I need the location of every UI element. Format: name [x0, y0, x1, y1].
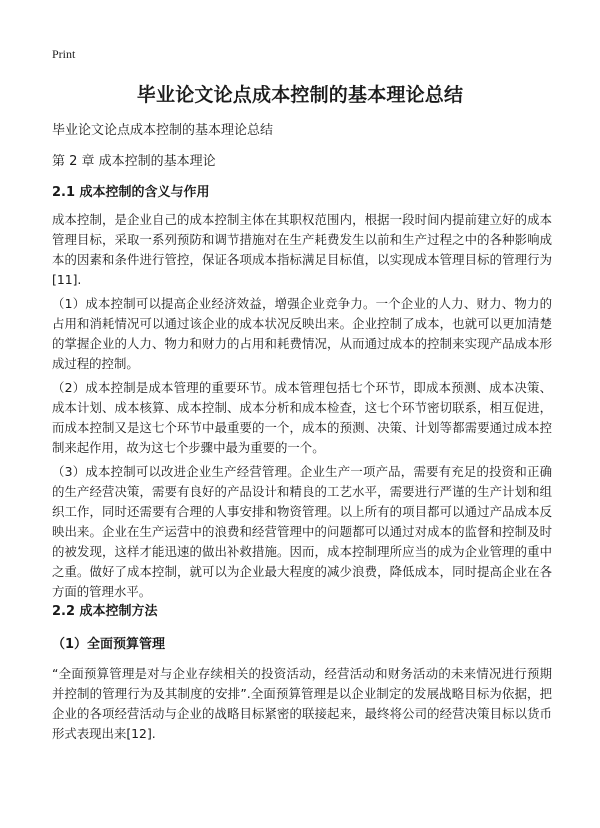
paragraph-intro: 成本控制，是企业自己的成本控制主体在其职权范围内，根据一段时间内提前建立好的成本管理目标，采取一系列预防和调节措施对在生产耗费发生以前和生产过程之中的各种影响成本的因素和条件进行管控，保证各项成本指标满足目标值，以实现成本管理目标的管理行为[11]. [52, 212, 552, 287]
paragraph-role-2: （2）成本控制是成本管理的重要环节。成本管理包括七个环节，即成本预测、成本决策、成本计划、成本核算、成本控制、成本分析和成本检查，这七个环节密切联系，相互促进，而成本控制又是这七个环节中最重要的一个，成本的预测、决策、计划等都需要通过成本控制来起作用，故为这七个步骤中最为重要的一个。 [52, 380, 552, 455]
section-heading-2-2: 2.2 成本控制方法 [52, 604, 158, 619]
document-subtitle: 毕业论文论点成本控制的基本理论总结 [52, 123, 274, 138]
paragraph-budget: “全面预算管理是对与企业存续相关的投资活动，经营活动和财务活动的未来情况进行预期并控制的管理行为及其制度的安排”.全面预算管理是以企业制定的发展战略目标为依据，把企业的各项经营活动与企业的战略目标紧密的联接起来，最终将公司的经营决策目标以货币形式表现出来[12]. [52, 666, 552, 741]
paragraph-role-3: （3）成本控制可以改进企业生产经营管理。企业生产一项产品，需要有充足的投资和正确的生产经营决策，需要有良好的产品设计和精良的工艺水平，需要进行严谨的生产计划和组织工作，同时还需要有合理的人事安排和物资管理。以上所有的项目都可以通过产品成本反映出来。企业在生产运营中的浪费和经营管理中的问题都可以通过对成本的监督和控制及时的被发现，这样才能迅速的做出补救措施。因而，成本控制理所应当的成为企业管理的重中之重。做好了成本控制，就可以为企业最大程度的减少浪费，降低成本，同时提高企业在各方面的管理水平。 [52, 464, 552, 599]
document-title: 毕业论文论点成本控制的基本理论总结 [136, 84, 464, 106]
chapter-heading: 第 2 章 成本控制的基本理论 [52, 154, 216, 169]
paragraph-role-1: （1）成本控制可以提高企业经济效益，增强企业竞争力。一个企业的人力、财力、物力的占用和消耗情况可以通过该企业的成本状况反映出来。企业控制了成本，也就可以更加清楚的掌握企业的人力、物力和财力的占用和耗费情况，从而通过成本的控制来实现产品成本形成过程的控制。 [52, 296, 552, 371]
section-heading-2-1: 2.1 成本控制的含义与作用 [52, 185, 210, 200]
subsection-heading-budget: （1）全面预算管理 [52, 637, 166, 652]
print-link[interactable]: Print [52, 47, 76, 61]
